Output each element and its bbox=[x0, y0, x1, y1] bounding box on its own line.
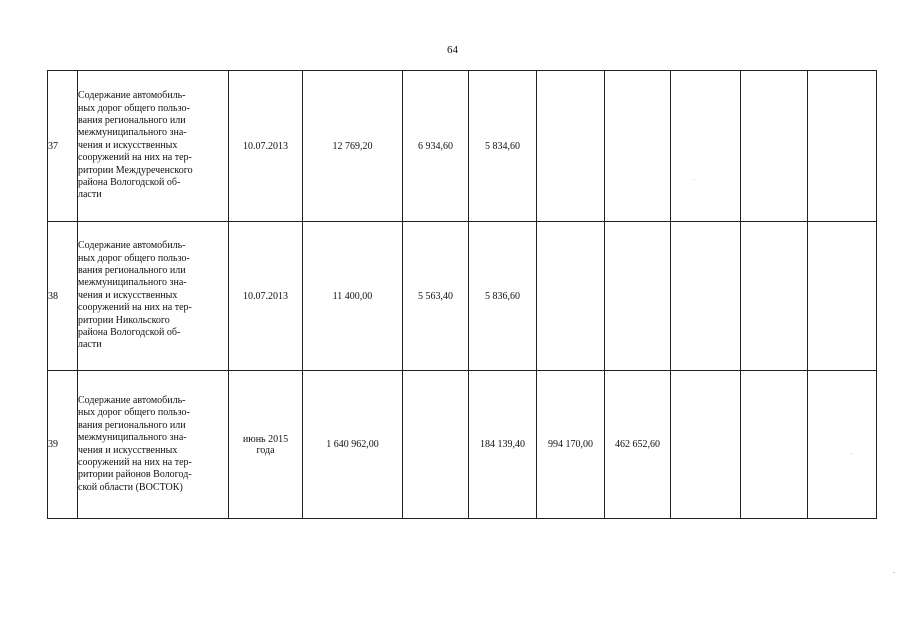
amount-cell bbox=[808, 222, 877, 371]
scan-speck: · bbox=[693, 176, 696, 184]
amount-cell bbox=[808, 71, 877, 222]
amount-cell bbox=[741, 71, 808, 222]
amount-cell: 5 836,60 bbox=[469, 222, 537, 371]
row-description bbox=[78, 371, 229, 519]
amount-cell bbox=[741, 222, 808, 371]
row-number: 38 bbox=[48, 222, 78, 371]
page-number: 64 bbox=[447, 44, 458, 56]
date-line: года bbox=[256, 444, 275, 456]
row-description bbox=[78, 222, 229, 371]
description-line: Содержание автомобиль- bbox=[78, 90, 186, 102]
amount-cell bbox=[537, 222, 605, 371]
description-line: чения и искусственных bbox=[78, 289, 178, 301]
amount-cell bbox=[741, 371, 808, 519]
description-line: Содержание автомобиль- bbox=[78, 240, 186, 252]
row-description bbox=[78, 71, 229, 222]
scan-speck: · bbox=[850, 450, 853, 458]
description-line: чения и искусственных bbox=[78, 139, 178, 151]
date-line: июнь 2015 bbox=[242, 433, 289, 445]
description-line: ных дорог общего пользо- bbox=[78, 252, 190, 264]
description-line: сооружений на них на тер- bbox=[78, 302, 192, 314]
amount-cell bbox=[537, 71, 605, 222]
description-line: ритории Никольского bbox=[78, 314, 170, 326]
amount-cell: 5 834,60 bbox=[469, 71, 537, 222]
amount-cell: 5 563,40 bbox=[403, 222, 469, 371]
description-line: межмуниципального зна- bbox=[78, 127, 187, 139]
row-number: 39 bbox=[48, 371, 78, 519]
amount-cell bbox=[403, 371, 469, 519]
amount-cell bbox=[671, 71, 741, 222]
row-date bbox=[229, 71, 303, 222]
description-line: ской области (ВОСТОК) bbox=[78, 481, 183, 493]
amount-cell bbox=[671, 222, 741, 371]
amount-cell bbox=[605, 71, 671, 222]
amount-cell bbox=[671, 371, 741, 519]
description-line: ласти bbox=[78, 339, 102, 351]
amount-cell: 6 934,60 bbox=[403, 71, 469, 222]
amount-cell: 462 652,60 bbox=[605, 371, 671, 519]
description-line: Содержание автомобиль- bbox=[78, 394, 186, 406]
description-line: чения и искусственных bbox=[78, 444, 178, 456]
description-line: вания регионального или bbox=[78, 114, 186, 126]
road-maintenance-table bbox=[47, 70, 905, 519]
description-line: ритории районов Вологод- bbox=[78, 469, 192, 481]
amount-cell: 11 400,00 bbox=[303, 222, 403, 371]
description-line: межмуниципального зна- bbox=[78, 432, 187, 444]
description-line: вания регионального или bbox=[78, 419, 186, 431]
description-line: района Вологодской об- bbox=[78, 327, 181, 339]
date-line: 10.07.2013 bbox=[243, 290, 288, 302]
description-line: сооружений на них на тер- bbox=[78, 152, 192, 164]
date-line: 10.07.2013 bbox=[243, 140, 288, 152]
description-line: ласти bbox=[78, 189, 102, 201]
row-date bbox=[229, 371, 303, 519]
description-line: вания регионального или bbox=[78, 264, 186, 276]
table-row bbox=[48, 371, 905, 519]
description-line: ных дорог общего пользо- bbox=[78, 407, 190, 419]
amount-cell: 994 170,00 bbox=[537, 371, 605, 519]
table-row bbox=[48, 71, 905, 222]
table-row bbox=[48, 222, 905, 371]
amount-cell: 1 640 962,00 bbox=[303, 371, 403, 519]
amount-cell bbox=[808, 371, 877, 519]
description-line: межмуниципального зна- bbox=[78, 277, 187, 289]
amount-cell: 12 769,20 bbox=[303, 71, 403, 222]
scan-speck: - bbox=[893, 568, 896, 576]
row-number: 37 bbox=[48, 71, 78, 222]
description-line: района Вологодской об- bbox=[78, 177, 181, 189]
description-line: сооружений на них на тер- bbox=[78, 456, 192, 468]
row-date bbox=[229, 222, 303, 371]
description-line: ритории Междуреченского bbox=[78, 164, 193, 176]
amount-cell: 184 139,40 bbox=[469, 371, 537, 519]
description-line: ных дорог общего пользо- bbox=[78, 102, 190, 114]
amount-cell bbox=[605, 222, 671, 371]
